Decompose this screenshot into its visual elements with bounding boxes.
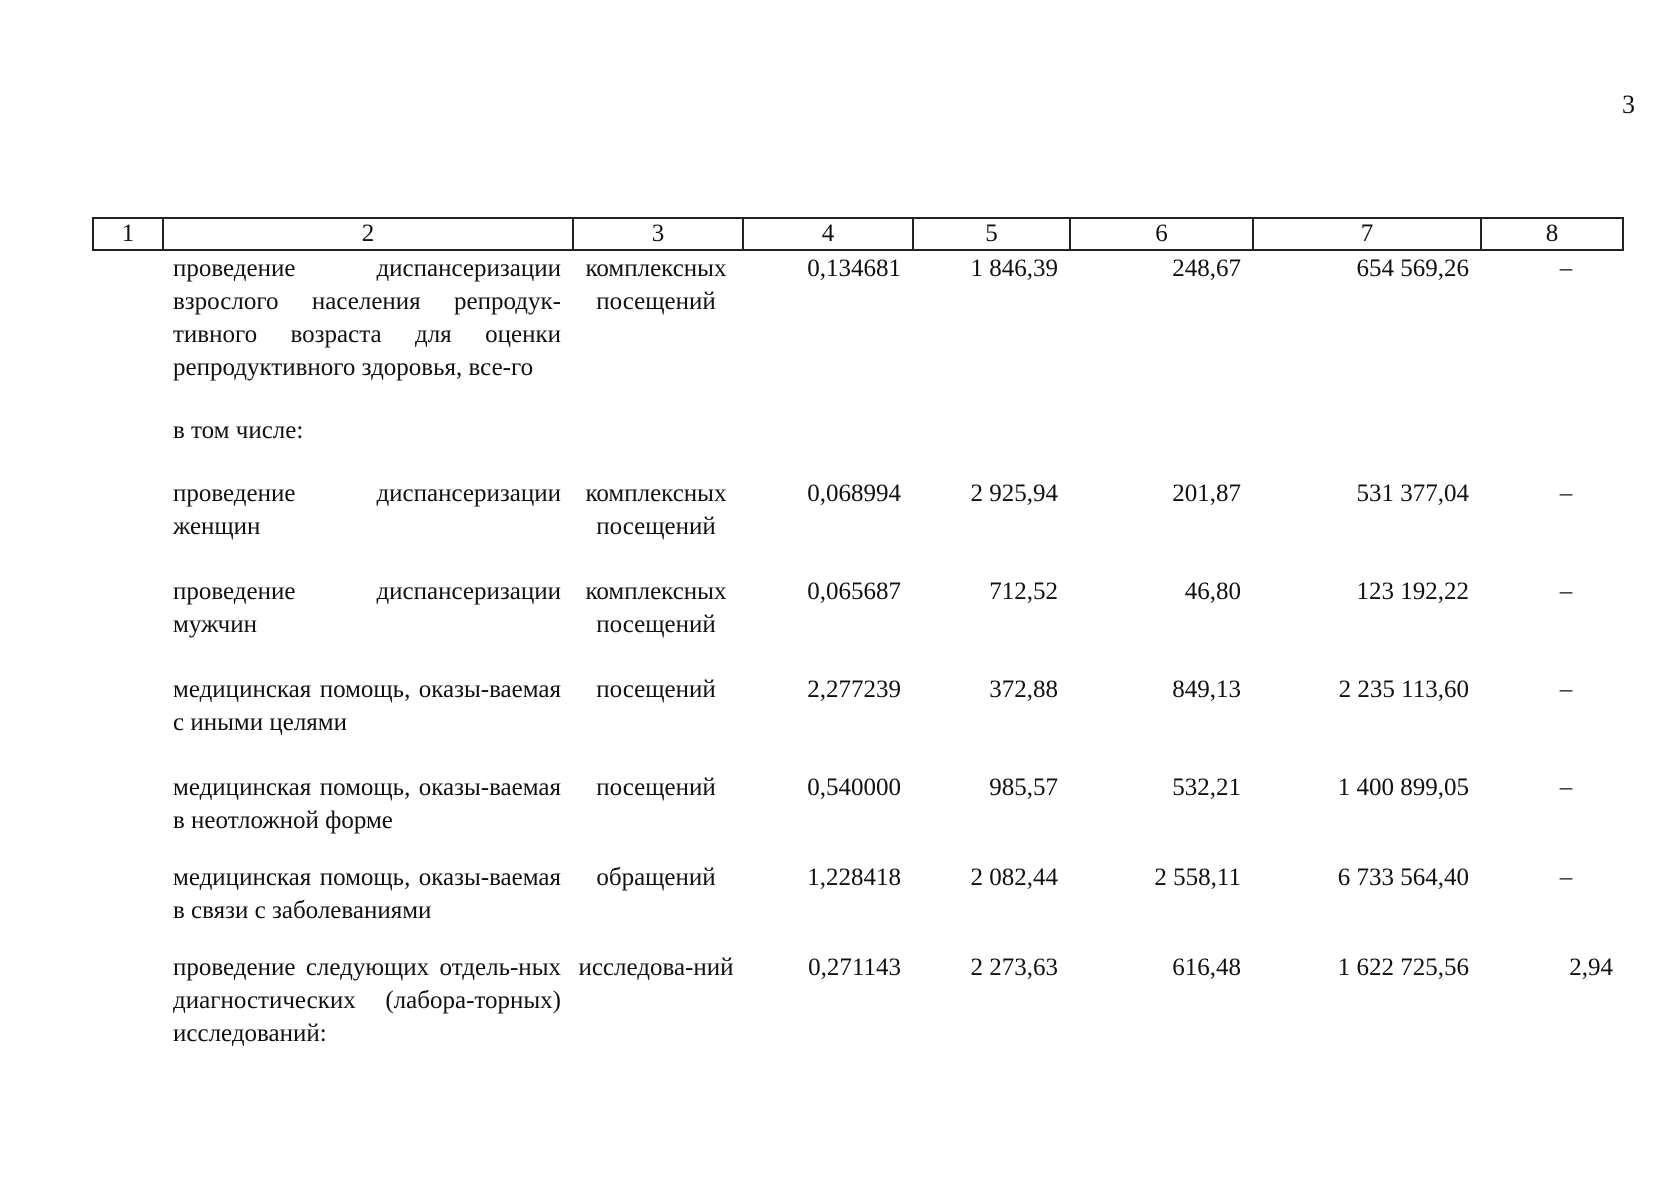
column-number: 8 <box>1481 218 1623 250</box>
column-number: 4 <box>743 218 913 250</box>
column-number: 3 <box>573 218 743 250</box>
unit-cell: посещений <box>596 774 716 801</box>
value-cell: 849,13 <box>1172 676 1241 703</box>
value-cell: 616,48 <box>1172 954 1241 981</box>
value-cell: 2 273,63 <box>970 954 1058 981</box>
value-cell: 654 569,26 <box>1356 255 1469 282</box>
unit-cell: обращений <box>596 864 716 891</box>
column-number: 7 <box>1253 218 1481 250</box>
value-cell: – <box>1559 578 1573 605</box>
value-cell <box>743 384 913 447</box>
column-number: 5 <box>913 218 1070 250</box>
value-cell: 372,88 <box>989 676 1058 703</box>
column-number-row <box>93 218 1623 250</box>
data-table <box>92 217 1624 1050</box>
value-cell <box>913 384 1070 447</box>
table-row <box>93 927 1623 1050</box>
service-name: медицинская помощь, оказы-ваемая с иными целями <box>173 676 561 736</box>
column-number: 6 <box>1070 218 1253 250</box>
value-cell: 985,57 <box>989 774 1058 801</box>
value-cell <box>1253 384 1481 447</box>
value-cell: 201,87 <box>1172 480 1241 507</box>
table-row <box>93 837 1623 927</box>
value-cell: – <box>1559 255 1573 282</box>
value-cell <box>1070 384 1253 447</box>
value-cell: 2 925,94 <box>970 480 1058 507</box>
unit-cell: комплексных посещений <box>585 255 727 315</box>
value-cell: 0,134681 <box>807 255 901 282</box>
table-row <box>93 250 1623 384</box>
value-cell: 248,67 <box>1172 255 1241 282</box>
value-cell: – <box>1559 480 1573 507</box>
value-cell: 0,065687 <box>807 578 901 605</box>
value-cell: 6 733 564,40 <box>1337 864 1469 891</box>
service-name: проведение следующих отдель-ных диагностических (лабора-торных) исследований: <box>173 954 561 1047</box>
section-label: в том числе: <box>173 417 304 444</box>
value-cell: – <box>1559 676 1573 703</box>
service-name: медицинская помощь, оказы-ваемая в связи с заболеваниями <box>173 864 561 924</box>
unit-cell: посещений <box>596 676 716 703</box>
value-cell: 0,271143 <box>808 954 901 981</box>
column-number: 2 <box>163 218 573 250</box>
value-cell: 1 622 725,56 <box>1337 954 1469 981</box>
value-cell: 1,228418 <box>807 864 901 891</box>
value-cell: 712,52 <box>989 578 1058 605</box>
unit-cell <box>573 384 743 447</box>
value-cell: 123 192,22 <box>1356 578 1469 605</box>
value-cell: 531 377,04 <box>1356 480 1469 507</box>
unit-cell: исследова-ний <box>578 954 734 981</box>
service-name: медицинская помощь, оказы-ваемая в неотложной форме <box>173 774 561 834</box>
table-row <box>93 739 1623 837</box>
value-cell: 2 235 113,60 <box>1338 676 1469 703</box>
table-row <box>93 384 1623 447</box>
unit-cell: комплексных посещений <box>585 578 727 638</box>
service-name: проведение диспансеризации взрослого населения репродук-тивного возраста для оценки репродуктивного здоровья, все-го <box>173 255 561 381</box>
value-cell: 46,80 <box>1184 578 1241 605</box>
table-row <box>93 447 1623 543</box>
page-number: 3 <box>1622 90 1635 119</box>
table-row <box>93 543 1623 641</box>
value-cell: 532,21 <box>1172 774 1241 801</box>
value-cell <box>1481 384 1623 447</box>
table-row <box>93 641 1623 739</box>
service-name: проведение диспансеризации женщин <box>173 480 561 540</box>
value-cell: 1 400 899,05 <box>1337 774 1469 801</box>
unit-cell: комплексных посещений <box>585 480 727 540</box>
value-cell: 2 558,11 <box>1154 864 1241 891</box>
value-cell: 2,277239 <box>807 676 901 703</box>
value-cell: – <box>1559 864 1573 891</box>
column-number: 1 <box>93 218 163 250</box>
service-name: проведение диспансеризации мужчин <box>173 578 561 638</box>
value-cell: 0,540000 <box>807 774 901 801</box>
value-cell: 1 846,39 <box>970 255 1058 282</box>
value-cell: 0,068994 <box>807 480 901 507</box>
value-cell: – <box>1559 774 1573 801</box>
value-cell: 2,94 <box>1569 954 1613 981</box>
value-cell: 2 082,44 <box>970 864 1058 891</box>
